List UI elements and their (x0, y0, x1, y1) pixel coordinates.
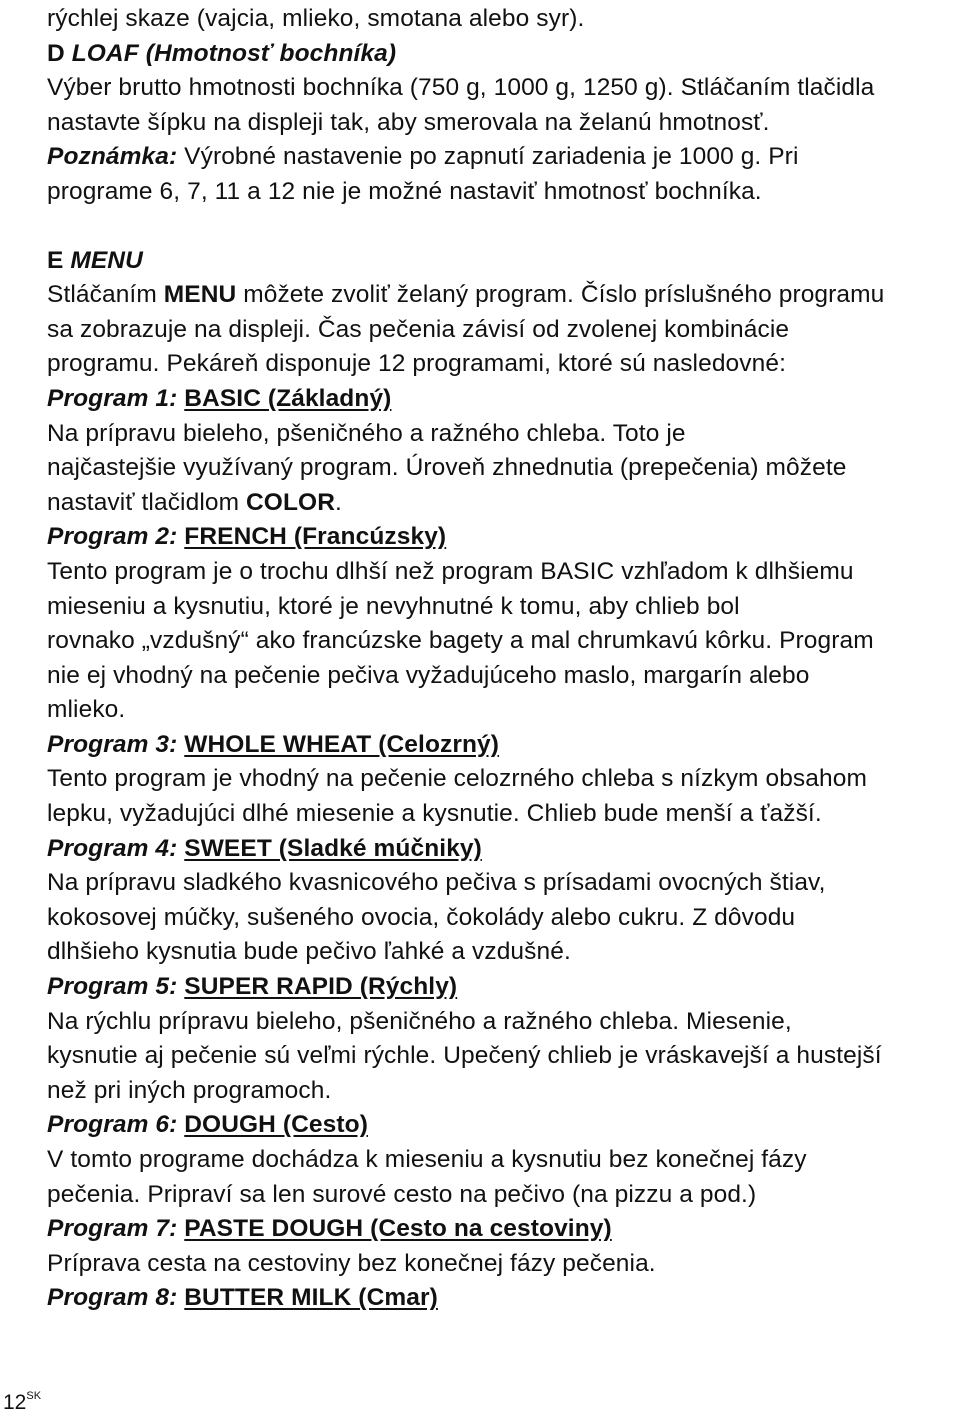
program-heading (47, 970, 959, 1005)
program-heading (47, 1281, 959, 1316)
paragraph-line: dlhšieho kysnutia bude pečivo ľahké a vzdušné. (47, 938, 571, 966)
paragraph-line: kysnutie aj pečenie sú veľmi rýchle. Upečený chlieb je vráskavejší a hustejší (47, 1042, 882, 1070)
program-name: WHOLE WHEAT (Celozrný) (184, 730, 500, 758)
note-line (47, 140, 959, 175)
menu-keyword: MENU (163, 281, 237, 309)
section-e-heading (47, 244, 959, 279)
paragraph-line: nie ej vhodný na pečenie pečiva vyžadujúceho maslo, margarín alebo (47, 661, 810, 689)
paragraph-line: V tomto programe dochádza k mieseniu a kysnutiu bez konečnej fázy (47, 1146, 807, 1173)
paragraph-line: Tento program je vhodný na pečenie celozrného chleba s nízkym obsahom (47, 765, 867, 793)
paragraph-line: Tento program je o trochu dlhší než program BASIC vzhľadom k dlhšiemu (47, 557, 854, 585)
paragraph-line: sa zobrazuje na displeji. Čas pečenia závisí od zvolenej kombinácie (47, 315, 790, 343)
section-d-title: LOAF (Hmotnosť bochníka) (71, 39, 397, 67)
paragraph-line (47, 486, 959, 521)
program-heading (47, 728, 959, 763)
paragraph-line: programu. Pekáreň disponuje 12 programami, ktoré sú nasledovné: (47, 350, 786, 378)
section-gap (47, 210, 959, 244)
paragraph-line: lepku, vyžadujúci dlhé miesenie a kysnutie. Chlieb bude menší a ťažší. (47, 800, 822, 828)
paragraph-line: než pri iných programoch. (47, 1076, 332, 1104)
program-heading (47, 382, 959, 417)
paragraph-line: nastavte šípku na displeji tak, aby smerovala na želanú hmotnosť. (47, 108, 770, 136)
text-run: Stláčaním (47, 281, 164, 309)
section-d-heading (47, 37, 959, 72)
section-d-letter: D (47, 39, 72, 67)
program-label: Program 4: (47, 834, 178, 862)
paragraph-line: mieseniu a kysnutiu, ktoré je nevyhnutné k tomu, aby chlieb bol (47, 592, 740, 620)
paragraph-line: najčastejšie využívaný program. Úroveň zhnednutia (prepečenia) môžete (47, 454, 847, 482)
program-label: Program 7: (47, 1215, 178, 1243)
program-heading (47, 832, 959, 867)
manual-page (47, 2, 959, 1316)
section-e-title: MENU (70, 246, 143, 274)
program-label: Program 5: (47, 973, 178, 1001)
program-label: Program 3: (47, 730, 178, 758)
color-keyword: COLOR (246, 488, 335, 516)
program-label: Program 2: (47, 523, 178, 551)
note-text: Výrobné nastavenie po zapnutí zariadenia je 1000 g. Pri (177, 143, 799, 171)
program-name: BUTTER MILK (Cmar) (184, 1284, 438, 1312)
paragraph-line: programe 6, 7, 11 a 12 nie je možné nastaviť hmotnosť bochníka. (47, 177, 762, 205)
program-name: BASIC (Základný) (184, 384, 392, 412)
section-e-letter: E (47, 246, 71, 274)
note-label: Poznámka: (47, 143, 178, 171)
intro-line: rýchlej skaze (vajcia, mlieko, smotana alebo syr). (47, 5, 585, 32)
program-name: SUPER RAPID (Rýchly) (184, 973, 458, 1001)
paragraph-line: mlieko. (47, 696, 126, 724)
text-run: môžete zvoliť želaný program. Číslo príslušného programu (236, 281, 885, 309)
program-name: SWEET (Sladké múčniky) (184, 834, 482, 862)
page-number: 12 (3, 1391, 27, 1414)
paragraph-line: rovnako „vzdušný“ ako francúzske bagety a mal chrumkavú kôrku. Program (47, 627, 874, 655)
paragraph-line: Výber brutto hmotnosti bochníka (750 g, 1000 g, 1250 g). Stláčaním tlačidla (47, 74, 875, 102)
text-run: . (334, 488, 342, 516)
program-heading (47, 1212, 959, 1247)
page-footer (3, 1384, 41, 1415)
program-label: Program 8: (47, 1284, 178, 1312)
program-heading (47, 1108, 959, 1143)
program-name: DOUGH (Cesto) (184, 1111, 368, 1139)
program-name: FRENCH (Francúzsky) (184, 523, 447, 551)
paragraph-line (47, 278, 959, 313)
text-run: nastaviť tlačidlom (47, 488, 247, 516)
program-label: Program 1: (47, 384, 178, 412)
program-heading (47, 520, 959, 555)
program-label: Program 6: (47, 1111, 178, 1139)
paragraph-line: kokosovej múčky, sušeného ovocia, čokolády alebo cukru. Z dôvodu (47, 903, 796, 931)
program-name: PASTE DOUGH (Cesto na cestoviny) (184, 1215, 612, 1243)
language-code: SK (26, 1390, 42, 1402)
paragraph-line: Príprava cesta na cestoviny bez konečnej fázy pečenia. (47, 1249, 656, 1277)
paragraph-line: Na prípravu bieleho, pšeničného a ražného chleba. Toto je (47, 419, 686, 447)
paragraph-line: Na prípravu sladkého kvasnicového pečiva s prísadami ovocných štiav, (47, 869, 826, 897)
paragraph-line: Na rýchlu prípravu bieleho, pšeničného a ražného chleba. Miesenie, (47, 1007, 792, 1035)
paragraph-line: pečenia. Pripraví sa len surové cesto na pečivo (na pizzu a pod.) (47, 1180, 757, 1208)
